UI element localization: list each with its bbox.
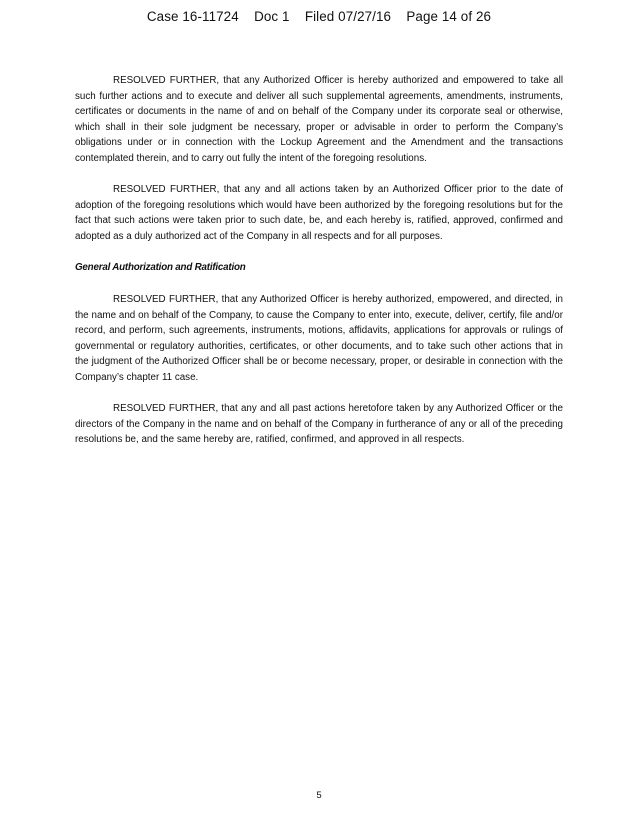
case-filing-header: Case 16-11724 Doc 1 Filed 07/27/16 Page 14 of 26: [146, 9, 492, 24]
document-body: [75, 73, 563, 464]
resolution-paragraph-2: RESOLVED FURTHER, that any and all actions taken by an Authorized Officer prior to the date of adoption of the foregoing resolutions which would have been authorized by the foregoing resolutions but for the fact that such actions were taken prior to such date, be, and each hereby is, ratified, approved, confirmed and adopted as a duly authorized act of the Company in all respects and for all purposes.: [75, 184, 563, 242]
section-heading: General Authorization and Ratification: [75, 262, 246, 274]
page-number: 5: [316, 790, 322, 801]
resolution-paragraph-1: RESOLVED FURTHER, that any Authorized Officer is hereby authorized and empowered to take all such further actions and to execute and deliver all such supplemental agreements, amendments, instruments, certificates or documents in the name of and on behalf of the Company under its corporate seal or otherwise, which shall in their sole judgment be necessary, proper or advisable in order to perform the Company’s obligations under or in connection with the Lockup Agreement and the Amendment and the transactions contemplated therein, and to carry out fully the intent of the foregoing resolutions.: [75, 75, 563, 164]
resolution-paragraph-3: RESOLVED FURTHER, that any Authorized Officer is hereby authorized, empowered, and directed, in the name and on behalf of the Company, to cause the Company to enter into, execute, deliver, certify, file and/or record, and perform, such agreements, instruments, motions, affidavits, applications for approvals or rulings of governmental or regulatory authorities, certificates, or other documents, and to take such other actions that in the judgment of the Authorized Officer shall be or become necessary, proper, or desirable in connection with the Company’s chapter 11 case.: [75, 294, 563, 383]
resolution-paragraph-4: RESOLVED FURTHER, that any and all past actions heretofore taken by any Authorized Officer or the directors of the Company in the name and on behalf of the Company in furtherance of any or all of the preceding resolutions be, and the same hereby are, ratified, confirmed, and approved in all respects.: [75, 403, 563, 446]
